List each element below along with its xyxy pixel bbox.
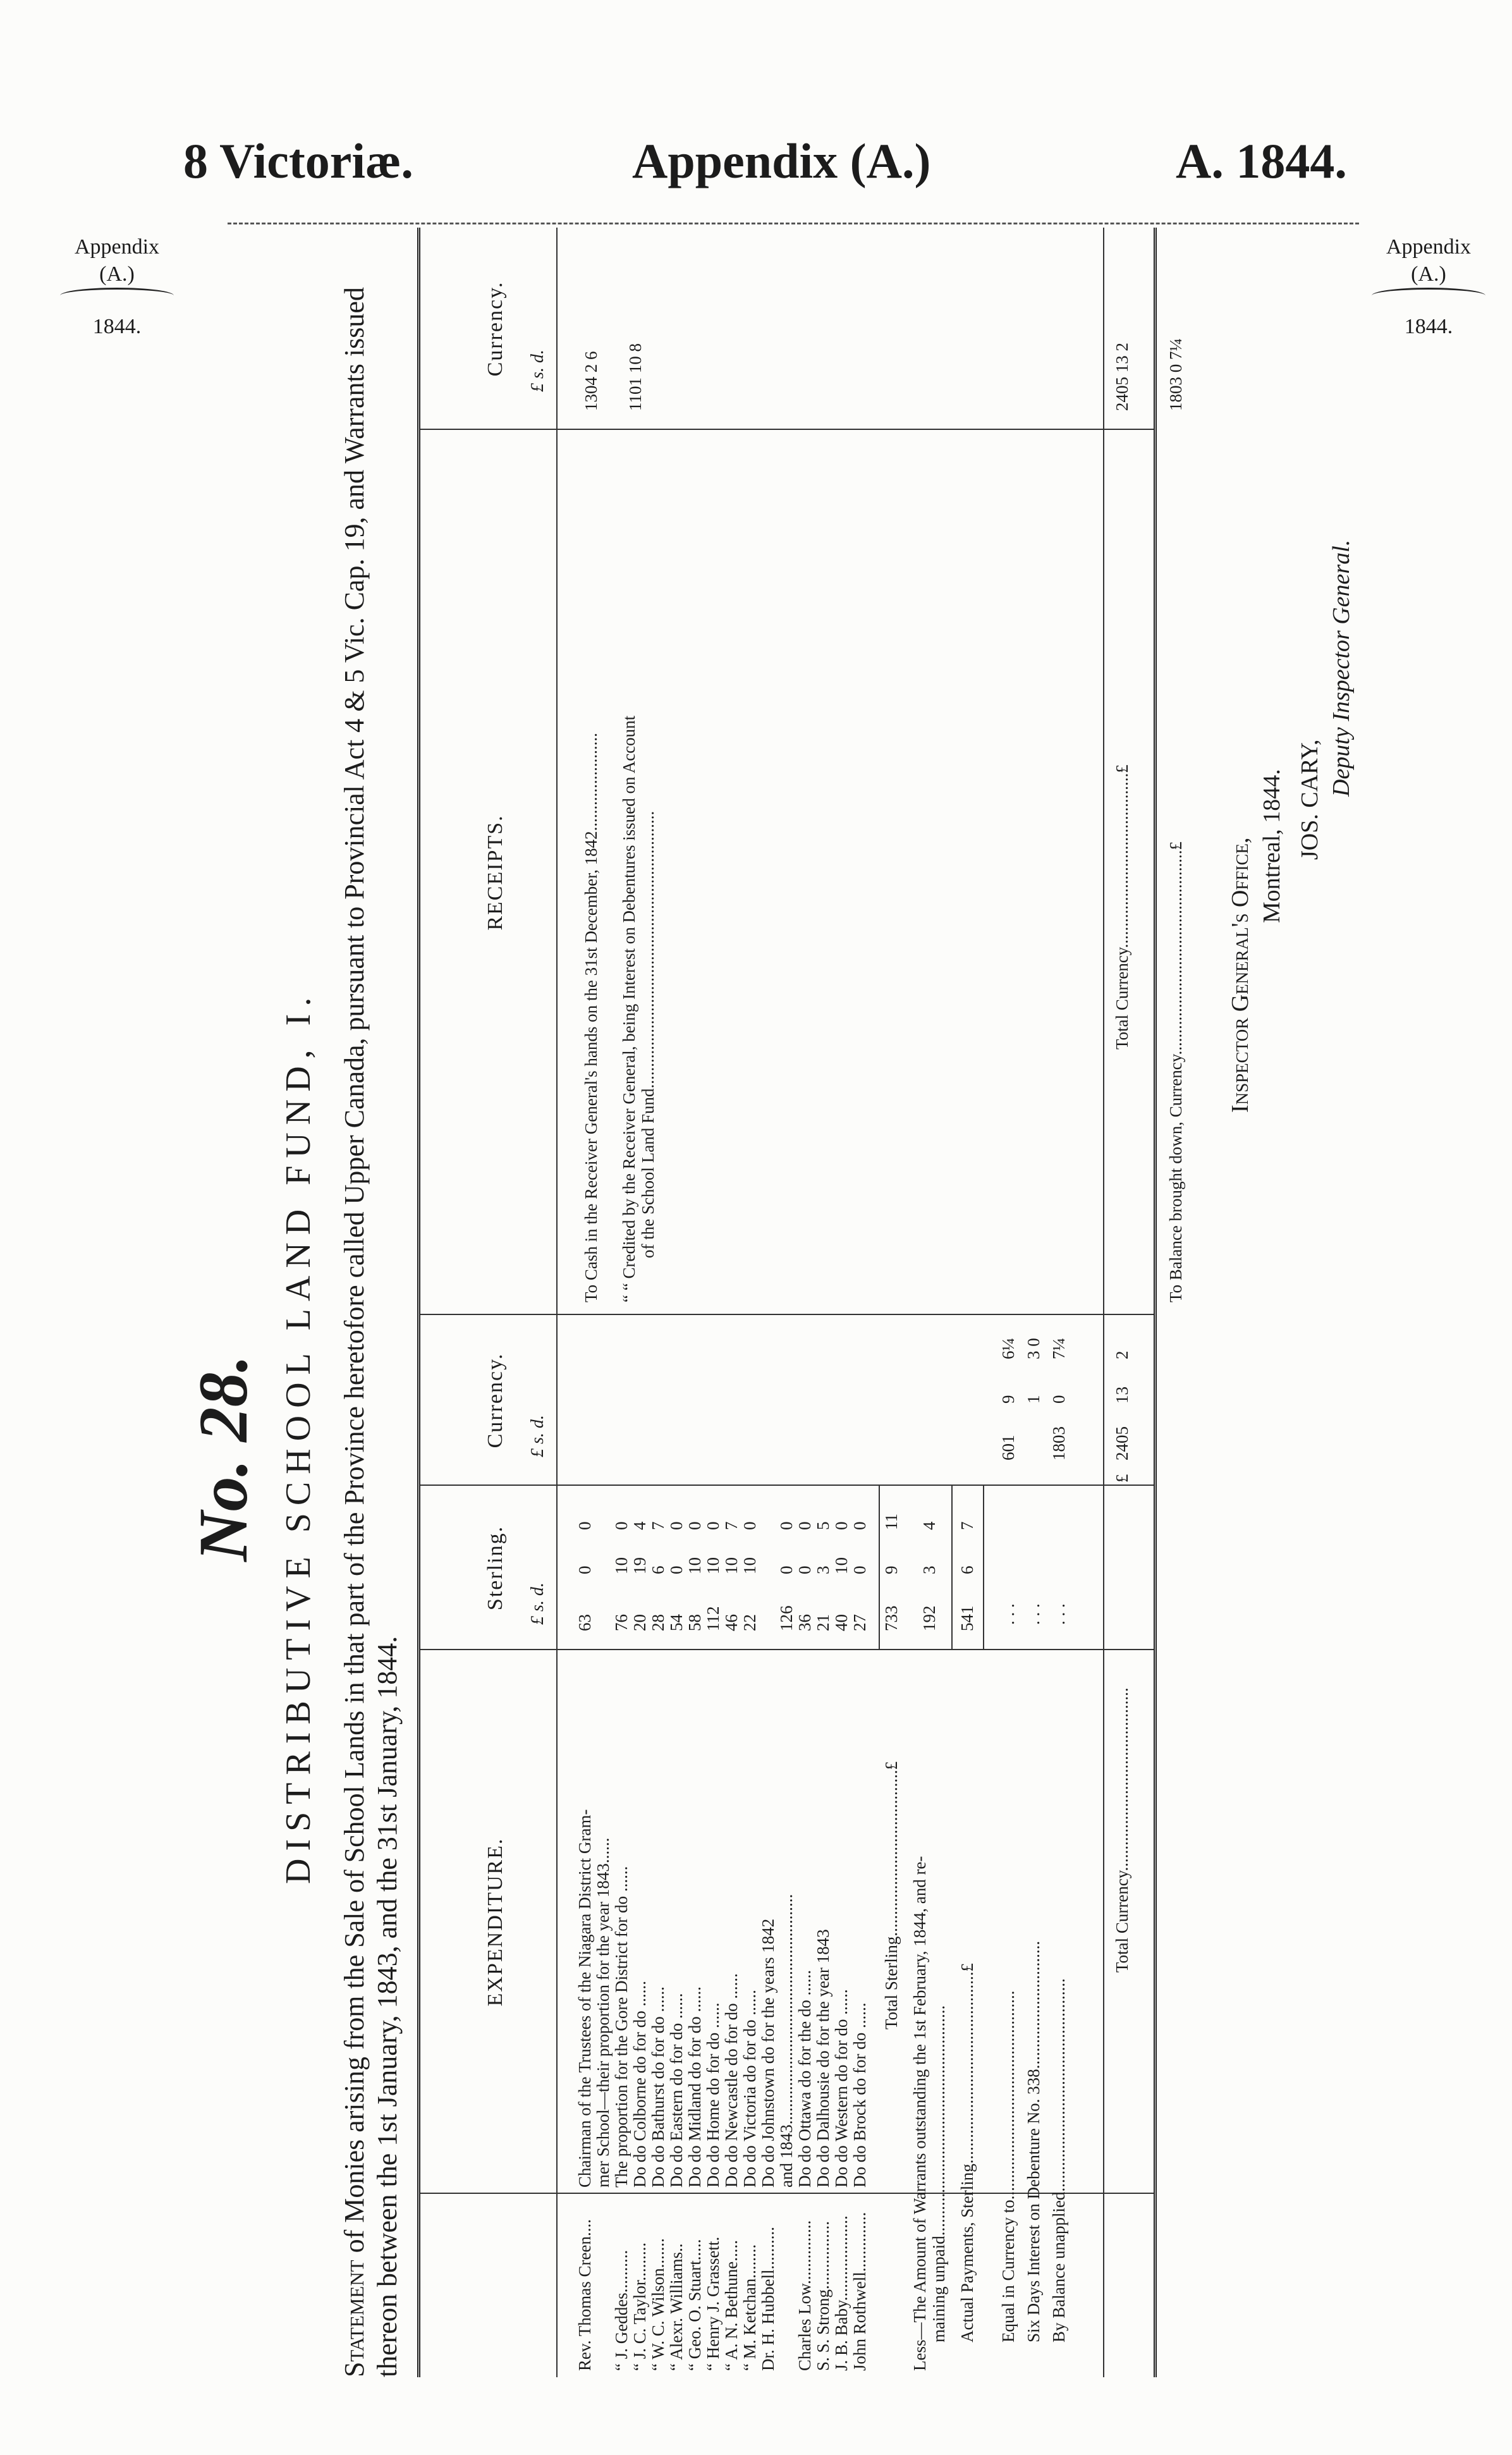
header-session: 8 Victoriæ.: [183, 133, 413, 188]
sterling-pounds: 28: [649, 1614, 668, 1631]
sterling-pounds: 58: [685, 1614, 704, 1631]
actual-payments-l: 541: [958, 1605, 977, 1631]
sterling-pence: 0: [850, 1521, 869, 1530]
sterling-shillings: 10: [704, 1557, 722, 1574]
total-sterling-d: 11: [882, 1514, 901, 1530]
expenditure-description: Do do Johnstown do for the years 1842: [759, 1918, 777, 2188]
balance-value: 1803 0 7¼: [1166, 338, 1185, 411]
currency-row-leader: . . .: [1049, 1603, 1068, 1625]
currency-shillings: 1: [1024, 1395, 1043, 1404]
expenditure-description: Do do Victoria do for do ......: [740, 1990, 759, 2188]
payee-name: “ Alexr. Williams..: [667, 2243, 686, 2371]
receipt-interest-label-cont: of the School Land Fund.................................................................: [638, 811, 657, 1258]
sterling-shillings: 0: [575, 1565, 594, 1574]
payee-name: J. B. Baby....................: [832, 2215, 851, 2371]
sterling-pounds: 46: [722, 1614, 741, 1631]
payee-name: “ M. Ketchan........: [740, 2244, 759, 2371]
payee-name: S. S. Strong................: [814, 2220, 832, 2371]
sterling-pence: 0: [740, 1521, 759, 1530]
total-currency-label: Total Currency...........................................: [1113, 1687, 1131, 1973]
total-rule: [1103, 228, 1104, 430]
total-currency-s: 13: [1113, 1387, 1131, 1404]
expenditure-description: The proportion for the Gore District for do ......: [612, 1866, 631, 2188]
margin-sub: (A.): [99, 262, 135, 286]
sterling-pence: 0: [704, 1521, 722, 1530]
margin-brace: [60, 288, 174, 303]
payee-name: “ J. Geddes..........: [612, 2250, 631, 2371]
sterling-shillings: 10: [722, 1557, 741, 1574]
header-expenditure: EXPENDITURE.: [484, 1837, 507, 2007]
currency-row-leader: . . .: [999, 1603, 1018, 1625]
statement-description: [338, 228, 404, 2377]
unit-lsd: £ s. d.: [528, 350, 547, 392]
expenditure-description: Do do Western do for do ......: [832, 1989, 851, 2188]
margin-sub: (A.): [1411, 262, 1446, 286]
currency-pence: 6¼: [999, 1338, 1018, 1359]
unit-lsd: £ s. d.: [528, 1583, 547, 1625]
payee-name: “ W. C. Wilson.......: [649, 2238, 668, 2371]
sterling-pence: 7: [722, 1521, 741, 1530]
payee-name: “ A. N. Bethune.....: [722, 2240, 741, 2371]
sterling-pence: 0: [685, 1521, 704, 1530]
total-currency-right-value: 2405 13 2: [1113, 343, 1131, 411]
less-label-cont: maining unpaid......................................................: [929, 2005, 948, 2342]
total-sterling-l: 733: [882, 1605, 901, 1631]
sterling-shillings: 0: [850, 1565, 869, 1574]
accounts-table: [417, 228, 1157, 2377]
sterling-pounds: 40: [832, 1614, 851, 1631]
expenditure-description: Do do Eastern do for do ......: [667, 1993, 686, 2188]
total-sterling-s: 9: [882, 1565, 901, 1574]
column-rule: [420, 429, 1154, 430]
expenditure-description: Do do Brock do for do ......: [850, 2002, 869, 2188]
payee-name: John Rothwell..............: [850, 2212, 869, 2371]
total-currency-mark: £: [1113, 1474, 1131, 1483]
less-s: 3: [920, 1565, 939, 1574]
currency-pounds: 601: [999, 1435, 1018, 1460]
payee-name: “ Henry J. Grassett.: [704, 2236, 722, 2371]
sterling-pence: 0: [795, 1521, 814, 1530]
receipt-cash-value: 1304 2 6: [582, 351, 601, 411]
rotated-statement: [183, 215, 1448, 2377]
expenditure-description: Do do Ottawa do for the do ......: [795, 1969, 814, 2188]
margin-label: Appendix: [1386, 235, 1472, 259]
signature-office: Inspector General's Office,: [1227, 837, 1253, 1113]
signature-name: JOS. CARY,: [1296, 739, 1323, 860]
sterling-shillings: 0: [667, 1565, 686, 1574]
expenditure-description: Do do Dalhousie do for the year 1843: [814, 1929, 832, 2188]
sterling-pence: 4: [630, 1521, 649, 1530]
sterling-pounds: 112: [704, 1606, 722, 1631]
total-sterling-label: Total Sterling.......................................£: [882, 1761, 901, 2030]
sterling-pence: 0: [575, 1521, 594, 1530]
actual-payments-s: 6: [958, 1565, 977, 1574]
sum-rule: [983, 1486, 984, 1650]
currency-row-label: Six Days Interest on Debenture No. 338..............................: [1024, 1940, 1043, 2342]
sterling-pounds: 126: [777, 1605, 796, 1631]
margin-year: 1844.: [1404, 315, 1453, 338]
sterling-pounds: 22: [740, 1614, 759, 1631]
sterling-pounds: 27: [850, 1614, 869, 1631]
total-currency-right-label: Total Currency.........................................£: [1113, 764, 1131, 1050]
sterling-shillings: 3: [814, 1565, 832, 1574]
currency-row-label: By Balance unapplied..................................................: [1049, 1978, 1068, 2342]
sterling-shillings: 0: [795, 1565, 814, 1574]
sterling-pence: 0: [832, 1521, 851, 1530]
expenditure-description: Do do Bathurst do for do ......: [649, 1987, 668, 2188]
header-rule: [556, 228, 558, 2377]
less-l: 192: [920, 1605, 939, 1631]
expenditure-description: Do do Midland do for do ......: [685, 1987, 704, 2188]
margin-note-left: [60, 234, 174, 341]
sterling-pounds: 63: [575, 1614, 594, 1631]
sum-rule: [879, 1486, 880, 1650]
column-rule: [420, 1649, 1154, 1650]
less-label: Less—The Amount of Warrants outstanding the 1st February, 1844, and re-: [910, 1856, 929, 2371]
expenditure-description: Do do Colborne do for do ......: [630, 1981, 649, 2188]
expenditure-description: and 1843......................................................: [777, 1894, 796, 2188]
sterling-shillings: 6: [649, 1565, 668, 1574]
sterling-pence: 5: [814, 1521, 832, 1530]
balance-label: To Balance brought down, Currency................................................£: [1166, 842, 1185, 1302]
payee-name: Rev. Thomas Creen....: [575, 2219, 594, 2371]
currency-pounds: 1803: [1049, 1426, 1068, 1460]
sterling-shillings: 10: [685, 1557, 704, 1574]
margin-label: Appendix: [74, 235, 160, 259]
expenditure-description: mer School—their proportion for the year 1843......: [594, 1837, 613, 2188]
receipt-interest-value: 1101 10 8: [626, 343, 645, 411]
currency-row-leader: . . .: [1024, 1603, 1043, 1625]
sterling-pence: 0: [612, 1521, 631, 1530]
payee-name: Charles Low...............: [795, 2220, 814, 2371]
payee-name: “ J. C. Taylor.........: [630, 2242, 649, 2371]
currency-shillings: 0: [1049, 1395, 1068, 1404]
less-d: 4: [920, 1521, 939, 1530]
statement-lead: Statement: [339, 2260, 370, 2377]
total-currency-l: 2405: [1113, 1426, 1131, 1460]
total-currency-d: 2: [1113, 1350, 1131, 1359]
total-rule: [1103, 228, 1104, 2377]
column-rule: [420, 2193, 1154, 2194]
sum-rule: [951, 1486, 953, 1650]
expenditure-description: Chairman of the Trustees of the Niagara District Gram-: [575, 1809, 594, 2188]
sterling-pounds: 36: [795, 1614, 814, 1631]
header-currency: Currency.: [484, 1352, 507, 1448]
header-sterling: Sterling.: [484, 1525, 507, 1611]
sterling-pence: 7: [649, 1521, 668, 1530]
header-receipts: RECEIPTS.: [484, 814, 507, 931]
header-year: A. 1844.: [1176, 133, 1347, 188]
statement-text: of Monies arising from the Sale of School Lands in that part of the Province heretofore called Upper Canada, pursuant to Provincial Act 4 & 5 Vic. Cap. 19, and Warrants issued thereon between the 1st January, 1843, and the 31st January, 1844.: [339, 287, 403, 2377]
sterling-pounds: 21: [814, 1614, 832, 1631]
currency-row-label: Equal in Currency to.................................................: [999, 1990, 1018, 2342]
sterling-pence: 0: [667, 1521, 686, 1530]
header-currency-receipts: Currency.: [484, 281, 507, 377]
sterling-shillings: 0: [777, 1565, 796, 1574]
sterling-shillings: 19: [630, 1557, 649, 1574]
unit-lsd: £ s. d.: [528, 1415, 547, 1457]
actual-payments-d: 7: [958, 1521, 977, 1530]
sterling-pounds: 54: [667, 1614, 686, 1631]
sterling-shillings: 10: [612, 1557, 631, 1574]
fund-title: DISTRIBUTIVE SCHOOL LAND FUND, I.: [279, 989, 318, 1884]
header-appendix: Appendix (A.): [632, 133, 931, 188]
actual-payments-label: Actual Payments, Sterling.............................................£: [958, 1963, 977, 2342]
sterling-pounds: 20: [630, 1614, 649, 1631]
signature-title: Deputy Inspector General.: [1328, 539, 1355, 797]
margin-year: 1844.: [92, 315, 142, 338]
currency-pence: 7¼: [1049, 1338, 1068, 1359]
receipt-cash-label: To Cash in the Receiver General's hands on the 31st December, 1842.......................: [582, 733, 601, 1302]
column-rule: [420, 1314, 1154, 1315]
payee-name: Dr. H. Hubbell..........: [759, 2227, 777, 2371]
expenditure-description: Do do Home do for do ......: [704, 2002, 722, 2188]
document-number: No. 28.: [185, 1355, 262, 1562]
sterling-shillings: 10: [832, 1557, 851, 1574]
expenditure-description: Do do Newcastle do for do ......: [722, 1973, 741, 2188]
payee-name: “ Geo. O. Stuart.....: [685, 2239, 704, 2371]
sterling-pence: 0: [777, 1521, 796, 1530]
sterling-shillings: 10: [740, 1557, 759, 1574]
signature-place: Montreal, 1844.: [1259, 769, 1285, 923]
sterling-pounds: 76: [612, 1614, 631, 1631]
currency-shillings: 9: [999, 1395, 1018, 1404]
currency-pence: 3 0: [1024, 1338, 1043, 1359]
column-rule: [420, 1485, 1154, 1486]
receipt-interest-label: “ “ Credited by the Receiver General, being Interest on Debentures issued on Account: [619, 715, 638, 1302]
